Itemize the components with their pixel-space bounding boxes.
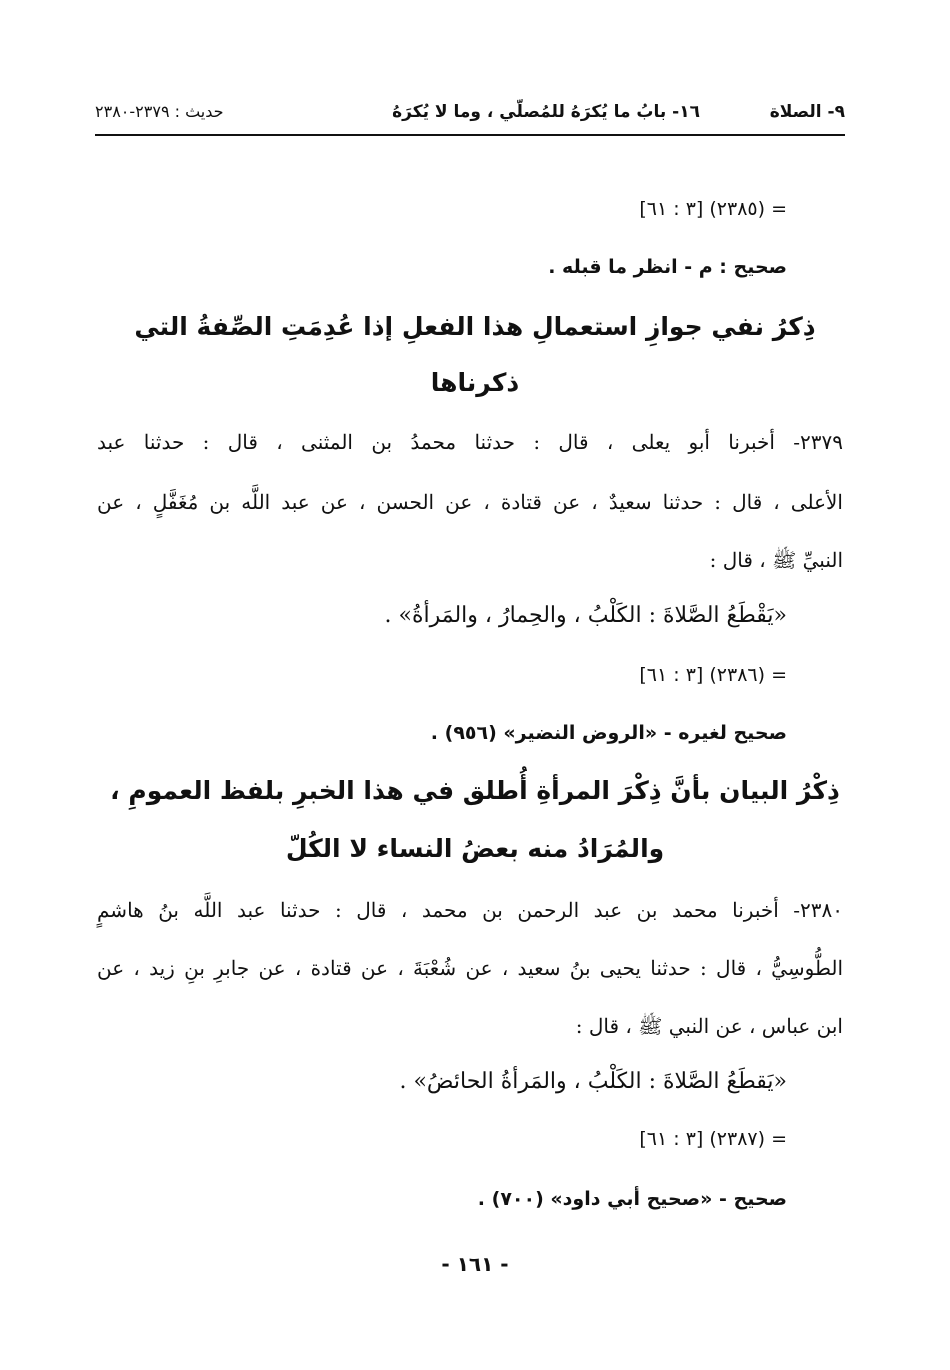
reference-2386: = (٢٣٨٦) [٣ : ٦١]	[639, 664, 787, 686]
hadith-2379-text: «يَقْطَعُ الصَّلاةَ : الكَلْبُ ، والحِمارُ ، والمَرأةُ» .	[384, 603, 787, 628]
reference-2385: = (٢٣٨٥) [٣ : ٦١]	[639, 198, 787, 220]
hadith-2380-text: «يَقطَعُ الصَّلاةَ : الكَلْبُ ، والمَرأةُ الحائضُ» .	[399, 1069, 787, 1094]
page-number: - ١٦١ -	[441, 1252, 509, 1276]
grade-note-top: صحيح : م - انظر ما قبله .	[548, 256, 787, 278]
chapter-heading-2-line-2: والمُرَادُ منه بعضُ النساء لا الكُلّ	[285, 834, 665, 863]
hadith-2380-line-2: الطُّوسِيُّ ، قال : حدثنا يحيى بنُ سعيد ، عن شُعْبَةَ ، عن قتادة ، عن جابرِ بنِ زيد ، عن	[97, 956, 843, 980]
header-hadith-range: حديث : ٢٣٧٩-٢٣٨٠	[95, 102, 224, 121]
hadith-2380-line-3: ابن عباس ، عن النبي ﷺ ، قال :	[575, 1014, 843, 1038]
running-header	[95, 100, 845, 136]
chapter-heading-1-line-1: ذِكرُ نفي جوازِ استعمالِ هذا الفعلِ إذا عُدِمَتِ الصِّفةُ التي	[134, 312, 816, 341]
grade-note-2380: صحيح - «صحيح أبي داود» (٧٠٠) .	[477, 1188, 787, 1210]
header-chapter: ٩- الصلاة	[769, 102, 845, 122]
hadith-2380-line-1: ٢٣٨٠- أخبرنا محمد بن عبد الرحمن بن محمد ، قال : حدثنا عبد اللَّه بنُ هاشمٍ	[97, 898, 843, 922]
header-section: ١٦- بابُ ما يُكرَهُ للمُصلّي ، وما لا يُكرَهُ	[392, 102, 700, 122]
hadith-2379-line-3: النبيِّ ﷺ ، قال :	[709, 548, 843, 572]
chapter-heading-1-line-2: ذكرناها	[430, 368, 520, 397]
reference-2387: = (٢٣٨٧) [٣ : ٦١]	[639, 1128, 787, 1150]
hadith-2379-line-1: ٢٣٧٩- أخبرنا أبو يعلى ، قال : حدثنا محمدُ بن المثنى ، قال : حدثنا عبد	[97, 430, 843, 454]
chapter-heading-2-line-1: ذِكْرُ البيان بأنَّ ذِكْرَ المرأةِ أُطلق في هذا الخبرِ بلفظ العمومِ ،	[110, 776, 840, 805]
grade-note-2379: صحيح لغيره - «الروض النضير» (٩٥٦) .	[430, 722, 787, 744]
hadith-2379-line-2: الأعلى ، قال : حدثنا سعيدٌ ، عن قتادة ، عن الحسن ، عن عبد اللَّه بن مُغَفَّلٍ ، عن	[97, 490, 843, 514]
